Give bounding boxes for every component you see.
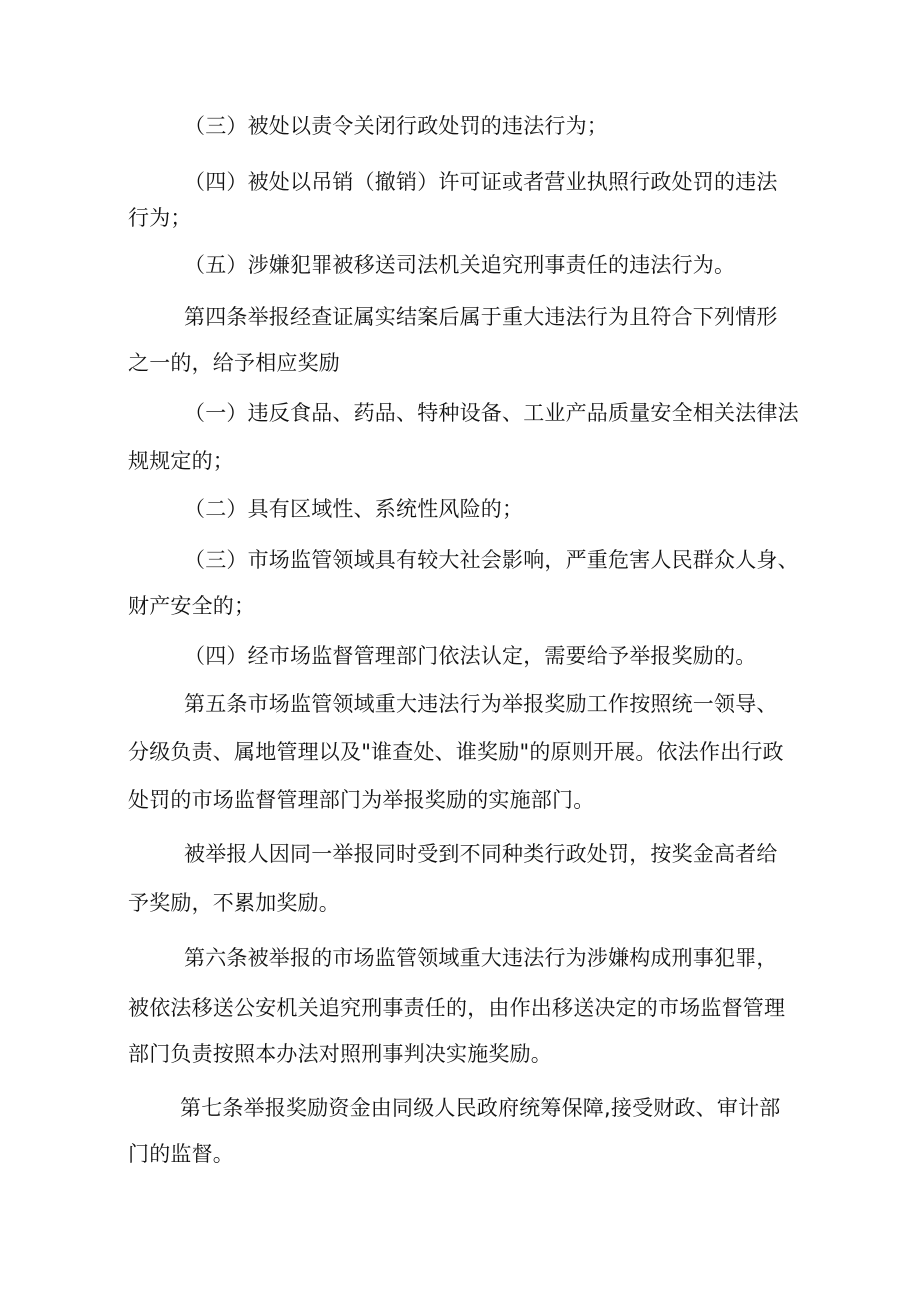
text-line-20: 部门负责按照本办法对照刑事判决实施奖励。	[128, 1042, 552, 1066]
text-line-10: （三）市场监管领域具有较大社会影响，严重危害人民群众人身、	[184, 548, 799, 572]
text-line-11: 财产安全的；	[128, 594, 256, 618]
text-line-2: （四）被处以吊销（撤销）许可证或者营业执照行政处罚的违法	[184, 170, 778, 194]
text-line-1: （三）被处以责令关闭行政处罚的违法行为；	[184, 114, 608, 138]
text-line-19: 被依法移送公安机关追究刑事责任的，由作出移送决定的市场监督管理	[128, 996, 786, 1020]
text-line-8: 规规定的；	[128, 449, 234, 473]
text-line-13: 第五条市场监管领域重大违法行为举报奖励工作按照统一领导、	[184, 692, 778, 716]
text-line-17: 予奖励，不累加奖励。	[128, 891, 340, 915]
text-line-7: （一）违反食品、药品、特种设备、工业产品质量安全相关法律法	[184, 401, 799, 425]
text-line-12: （四）经市场监督管理部门依法认定，需要给予举报奖励的。	[184, 644, 757, 668]
text-line-22: 门的监督。	[128, 1142, 234, 1166]
text-line-3: 行为；	[128, 206, 192, 230]
text-line-14: 分级负责、属地管理以及"谁查处、谁奖励"的原则开展。依法作出行政	[128, 740, 784, 764]
text-line-21: 第七条举报奖励资金由同级人民政府统筹保障,接受财政、审计部	[180, 1096, 781, 1120]
text-line-9: （二）具有区域性、系统性风险的；	[184, 497, 524, 521]
text-line-15: 处罚的市场监督管理部门为举报奖励的实施部门。	[128, 788, 595, 812]
text-line-18: 第六条被举报的市场监管领域重大违法行为涉嫌构成刑事犯罪，	[184, 946, 778, 970]
text-line-5: 第四条举报经查证属实结案后属于重大违法行为且符合下列情形	[184, 305, 778, 329]
text-line-4: （五）涉嫌犯罪被移送司法机关追究刑事责任的违法行为。	[184, 253, 736, 277]
text-line-16: 被举报人因同一举报同时受到不同种类行政处罚，按奖金高者给	[184, 842, 778, 866]
text-line-6: 之一的，给予相应奖励	[128, 351, 340, 375]
